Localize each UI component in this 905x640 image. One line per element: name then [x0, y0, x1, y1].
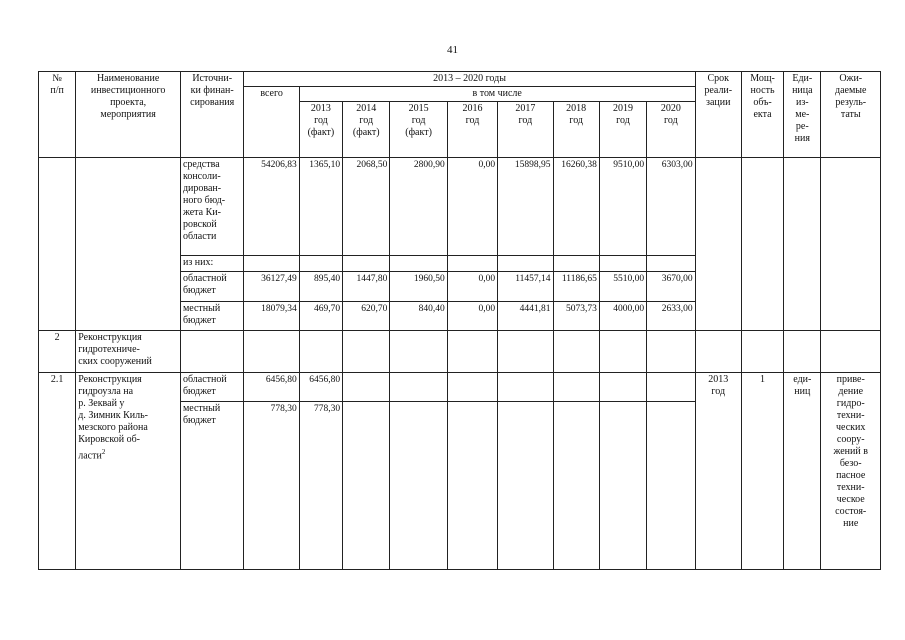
header-year-2019: 2019 год — [599, 102, 646, 158]
cell-2013: 895,40 — [299, 272, 342, 302]
cell-source: средства консоли- дирован- ного бюд- жета Ки- ровской области — [180, 158, 243, 256]
cell-2014: 620,70 — [343, 302, 390, 331]
cell-2019: 9510,00 — [599, 158, 646, 256]
cell-term: 2013 год — [695, 373, 741, 570]
header-year-2015: 2015 год (факт) — [390, 102, 447, 158]
cell-2018: 11186,65 — [553, 272, 599, 302]
cell-empty — [784, 158, 821, 331]
cell-total: 18079,34 — [244, 302, 299, 331]
cell-2016: 0,00 — [447, 272, 497, 302]
cell-source: областной бюджет — [180, 373, 243, 402]
cell-capacity: 1 — [741, 373, 783, 570]
cell-name-empty — [76, 158, 181, 331]
header-year-2016: 2016 год — [447, 102, 497, 158]
header-name: Наименование инвестиционного проекта, мероприятия — [76, 72, 181, 158]
investment-table — [38, 71, 881, 570]
cell-2013: 469,70 — [299, 302, 342, 331]
cell-2015: 840,40 — [390, 302, 447, 331]
header-capacity: Мощ- ность объ- екта — [741, 72, 783, 158]
cell-total: 36127,49 — [244, 272, 299, 302]
cell-2019: 5510,00 — [599, 272, 646, 302]
cell-name — [76, 373, 181, 570]
header-num: № п/п — [39, 72, 76, 158]
cell-2016: 0,00 — [447, 158, 497, 256]
cell-source: местный бюджет — [180, 402, 243, 570]
cell-empty — [695, 158, 741, 331]
cell-2019: 4000,00 — [599, 302, 646, 331]
header-year-2014: 2014 год (факт) — [343, 102, 390, 158]
cell-2013: 1365,10 — [299, 158, 342, 256]
cell-2014: 1447,80 — [343, 272, 390, 302]
header-total: всего — [244, 87, 299, 158]
header-result: Ожи- даемые резуль- таты — [821, 72, 881, 158]
header-unit: Еди- ница из- ме- ре- ния — [784, 72, 821, 158]
cell-empty — [821, 158, 881, 331]
cell-source: областной бюджет — [180, 272, 243, 302]
cell-2018: 16260,38 — [553, 158, 599, 256]
cell-num: 2 — [39, 331, 76, 373]
header-year-2020: 2020 год — [647, 102, 695, 158]
header-year-2017: 2017 год — [498, 102, 553, 158]
header-including: в том числе — [299, 87, 695, 102]
cell-2014: 2068,50 — [343, 158, 390, 256]
cell-empty — [741, 158, 783, 331]
cell-2020: 3670,00 — [647, 272, 695, 302]
cell-total: 778,30 — [244, 402, 299, 570]
cell-result: приве- дение гидро- техни- ческих соору- жений в безо- пасное техни- ческое состоя- ние — [821, 373, 881, 570]
page-number: 41 — [447, 44, 458, 56]
header-year-2018: 2018 год — [553, 102, 599, 158]
cell-name: Реконструкция гидротехниче- ских сооружений — [76, 331, 181, 373]
cell-2017: 11457,14 — [498, 272, 553, 302]
cell-2020: 6303,00 — [647, 158, 695, 256]
cell-source: из них: — [180, 256, 243, 272]
cell-num-empty — [39, 158, 76, 331]
cell-2017: 4441,81 — [498, 302, 553, 331]
cell-2013: 778,30 — [299, 402, 342, 570]
cell-num: 2.1 — [39, 373, 76, 570]
cell-source: местный бюджет — [180, 302, 243, 331]
cell-2017: 15898,95 — [498, 158, 553, 256]
cell-2015: 1960,50 — [390, 272, 447, 302]
cell-2016: 0,00 — [447, 302, 497, 331]
table-row — [39, 331, 881, 373]
cell-2020: 2633,00 — [647, 302, 695, 331]
cell-2018: 5073,73 — [553, 302, 599, 331]
cell-total: 54206,83 — [244, 158, 299, 256]
project-name: Реконструкция гидроузла на р. Зеквай у д. Зимник Киль- мезского района Кировской об- ласти — [78, 374, 148, 462]
cell-2013: 6456,80 — [299, 373, 342, 402]
footnote-mark: 2 — [101, 448, 106, 456]
cell-2015: 2800,90 — [390, 158, 447, 256]
cell-unit: еди- ниц — [784, 373, 821, 570]
table-row — [39, 373, 881, 402]
header-term: Срок реали- зации — [695, 72, 741, 158]
header-period: 2013 – 2020 годы — [244, 72, 695, 87]
header-year-2013: 2013 год (факт) — [299, 102, 342, 158]
cell-total: 6456,80 — [244, 373, 299, 402]
header-source: Источни- ки финан- сирования — [180, 72, 243, 158]
table-row — [39, 158, 881, 256]
